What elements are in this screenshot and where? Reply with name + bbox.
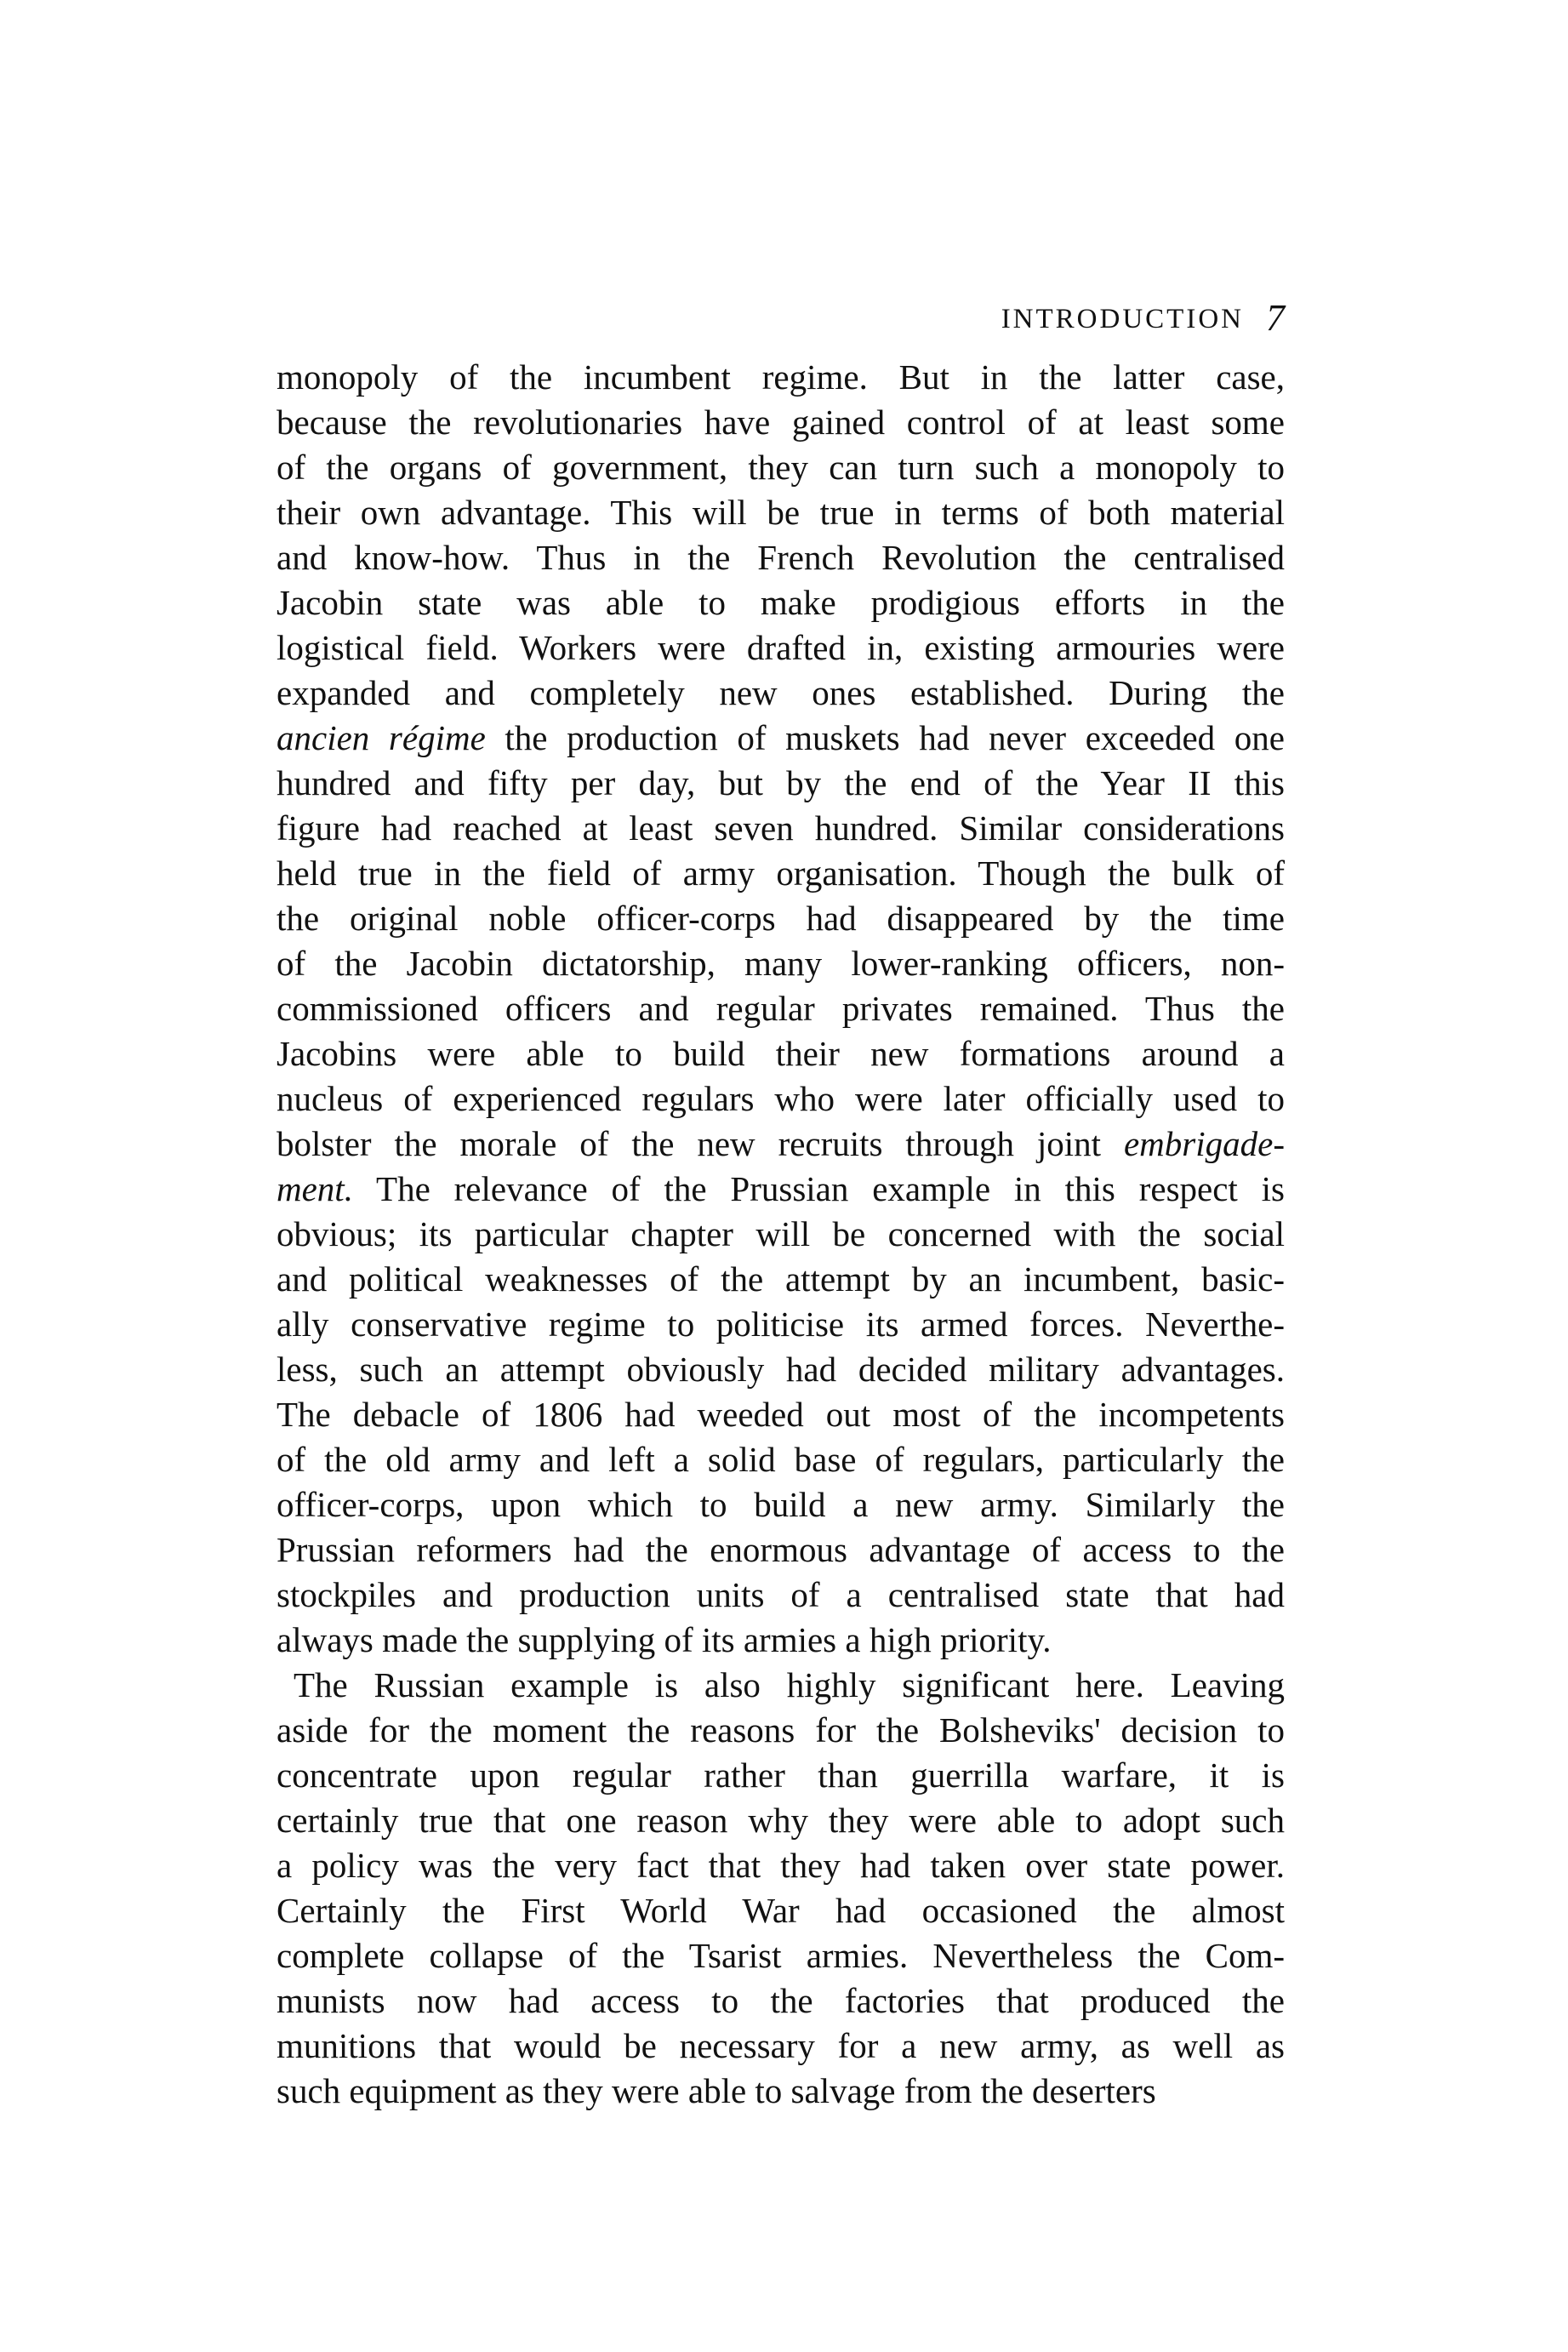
text-line (277, 1933, 1285, 1978)
text-line (277, 806, 1285, 851)
text-line (277, 1167, 1285, 1212)
text-segment: the production of muskets had never exceeded one (485, 718, 1286, 757)
text-segment: logistical field. Workers were drafted in, existing armouries were (277, 628, 1285, 667)
text-segment: nucleus of experienced regulars who were later officially used to (277, 1079, 1285, 1118)
text-line (277, 1888, 1285, 1933)
text-segment: commissioned officers and regular privates remained. Thus the (277, 989, 1285, 1028)
text-segment: figure had reached at least seven hundred. Similar considerations (277, 808, 1285, 848)
text-segment: The Russian example is also highly significant here. Leaving (294, 1665, 1285, 1704)
text-segment: ally conservative regime to politicise its armed forces. Neverthe- (277, 1304, 1285, 1344)
text-line (277, 1257, 1285, 1302)
text-line (277, 1212, 1285, 1257)
text-line (277, 1573, 1285, 1618)
text-line (277, 716, 1285, 761)
text-line (277, 490, 1285, 535)
text-line (277, 1618, 1285, 1663)
text-segment: certainly true that one reason why they were able to adopt such (277, 1801, 1285, 1840)
text-segment: Jacobins were able to build their new formations around a (277, 1034, 1285, 1073)
text-line (277, 1527, 1285, 1573)
italic-phrase: ment. (277, 1169, 353, 1208)
text-segment: officer-corps, upon which to build a new army. Similarly the (277, 1485, 1285, 1524)
text-line (277, 580, 1285, 625)
text-segment: complete collapse of the Tsarist armies. Nevertheless the Com- (277, 1936, 1285, 1975)
text-line (277, 1031, 1285, 1076)
text-segment: The relevance of the Prussian example in this respect is (352, 1169, 1285, 1208)
text-line (277, 761, 1285, 806)
text-line (277, 535, 1285, 580)
text-segment: monopoly of the incumbent regime. But in the latter case, (277, 357, 1285, 397)
text-segment: Prussian reformers had the enormous advantage of access to the (277, 1530, 1285, 1569)
text-line (277, 1843, 1285, 1888)
text-segment: of the old army and left a solid base of regulars, particularly the (277, 1440, 1285, 1479)
text-line (277, 851, 1285, 896)
text-line (277, 1122, 1285, 1167)
text-line (277, 400, 1285, 445)
text-segment: Certainly the First World War had occasioned the almost (277, 1891, 1285, 1930)
text-line (277, 1978, 1285, 2024)
text-line (277, 1482, 1285, 1527)
text-line (277, 1347, 1285, 1392)
text-segment: held true in the field of army organisation. Though the bulk of (277, 853, 1285, 893)
text-line (277, 1076, 1285, 1122)
text-segment: less, such an attempt obviously had decided military advantages. (277, 1350, 1285, 1389)
italic-phrase: ancien régime (277, 718, 486, 757)
text-line (277, 355, 1285, 400)
text-segment: aside for the moment the reasons for the Bolsheviks' decision to (277, 1710, 1285, 1750)
text-line (277, 1663, 1285, 1708)
text-segment: such equipment as they were able to salvage from the deserters (277, 2071, 1156, 2110)
text-line (277, 671, 1285, 716)
text-segment: of the organs of government, they can turn such a monopoly to (277, 448, 1285, 487)
text-line (277, 445, 1285, 490)
running-title: INTRODUCTION (1001, 304, 1244, 334)
text-segment: the original noble officer-corps had disappeared by the time (277, 899, 1285, 938)
text-line (277, 1708, 1285, 1753)
text-segment: Jacobin state was able to make prodigious efforts in the (277, 583, 1285, 622)
text-segment: because the revolutionaries have gained control of at least some (277, 402, 1285, 442)
running-head (277, 297, 1285, 339)
text-segment: munitions that would be necessary for a new army, as well as (277, 2026, 1285, 2065)
text-segment: The debacle of 1806 had weeded out most of the incompetents (277, 1395, 1285, 1434)
text-segment: obvious; its particular chapter will be concerned with the social (277, 1214, 1285, 1253)
text-line (277, 625, 1285, 671)
text-segment: munists now had access to the factories that produced the (277, 1981, 1285, 2020)
text-segment: of the Jacobin dictatorship, many lower-ranking officers, non- (277, 944, 1285, 983)
italic-phrase: embrigade- (1123, 1124, 1285, 1163)
text-segment: expanded and completely new ones established. During the (277, 673, 1285, 712)
text-line (277, 986, 1285, 1031)
text-line (277, 896, 1285, 941)
text-segment: bolster the morale of the new recruits through joint (277, 1124, 1124, 1163)
text-segment: and political weaknesses of the attempt by an incumbent, basic- (277, 1259, 1285, 1299)
text-segment: and know-how. Thus in the French Revolution the centralised (277, 538, 1285, 577)
text-line (277, 1437, 1285, 1482)
text-line (277, 1798, 1285, 1843)
text-line (277, 1302, 1285, 1347)
body-text (277, 355, 1285, 2114)
text-segment: always made the supplying of its armies a high priority. (277, 1620, 1052, 1659)
text-segment: their own advantage. This will be true in terms of both material (277, 493, 1285, 532)
text-segment: a policy was the very fact that they had taken over state power. (277, 1846, 1285, 1885)
page-number: 7 (1266, 297, 1285, 339)
text-segment: stockpiles and production units of a centralised state that had (277, 1575, 1285, 1614)
text-line (277, 2069, 1285, 2114)
text-line (277, 1392, 1285, 1437)
text-segment: hundred and fifty per day, but by the end of the Year II this (277, 763, 1285, 802)
text-line (277, 2024, 1285, 2069)
text-segment: concentrate upon regular rather than guerrilla warfare, it is (277, 1755, 1285, 1795)
text-line (277, 941, 1285, 986)
text-line (277, 1753, 1285, 1798)
